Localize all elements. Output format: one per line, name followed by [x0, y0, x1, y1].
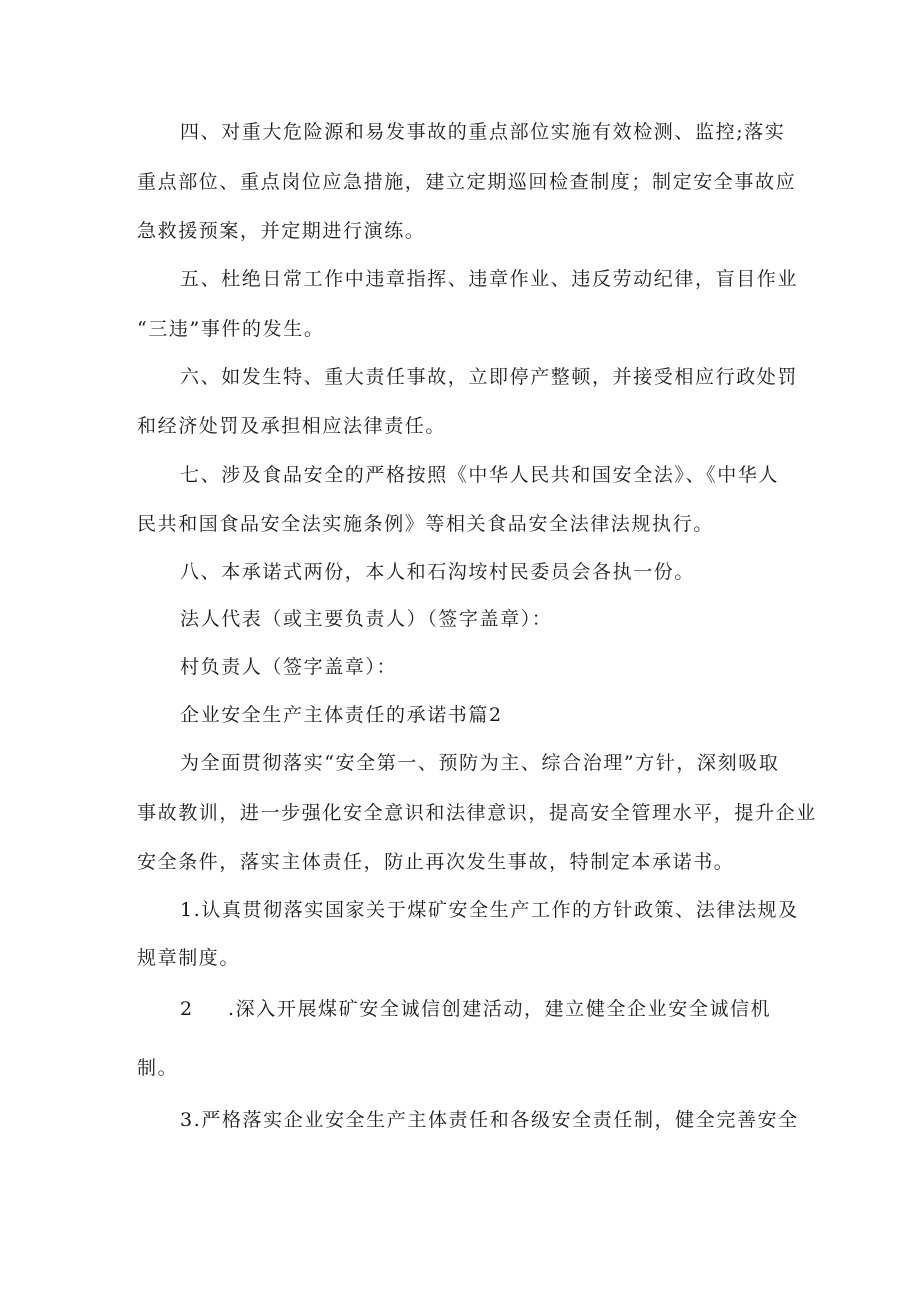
paragraph-6-line-1: 六、如发生特、重大责任事故，立即停产整顿，并接受相应行政处罚: [180, 366, 799, 388]
paragraph-5-line-2: “三违”事件的发生。: [137, 318, 325, 340]
paragraph-4-line-3: 急救援预案，并定期进行演练。: [137, 220, 426, 242]
section-title: 企业安全生产主体责任的承诺书篇2: [180, 704, 503, 726]
item-1-line-1: [180, 898, 799, 922]
item-1-line-2: 规章制度。: [137, 947, 241, 969]
paragraph-7-line-1: 七、涉及食品安全的严格按照《中华人民共和国安全法》、《中华人: [180, 464, 780, 486]
item-3-text: .严格落实企业安全生产主体责任和各级安全责任制，健全完善安全: [193, 1109, 799, 1131]
item-2-line-2: 制。: [137, 1057, 179, 1079]
item-3-line-1: [180, 1108, 799, 1132]
signature-legal-representative: 法人代表（或主要负责人）（签字盖章）：: [180, 608, 553, 630]
intro-line-1: 为全面贯彻落实“安全第一、预防为主、综合治理”方针，深刻吸取: [180, 752, 780, 774]
paragraph-4-line-2: 重点部位、重点岗位应急措施，建立定期巡回检查制度；制定安全事故应: [137, 171, 797, 193]
paragraph-7-line-2: 民共和国食品安全法实施条例》等相关食品安全法律法规执行。: [137, 513, 714, 535]
paragraph-4-line-1: 四、对重大危险源和易发事故的重点部位实施有效检测、监控;落实: [180, 121, 786, 143]
paragraph-8-line-1: 八、本承诺式两份，本人和石沟垵村民委员会各执一份。: [180, 561, 696, 583]
item-1-number: 1: [180, 899, 194, 921]
paragraph-5-line-1: 五、杜绝日常工作中违章指挥、违章作业、违反劳动纪律，盲目作业: [180, 268, 799, 290]
item-3-number: 3: [180, 1109, 194, 1131]
paragraph-6-line-2: 和经济处罚及承担相应法律责任。: [137, 415, 447, 437]
item-2-number: 2: [180, 998, 194, 1020]
signature-village-head: 村负责人（签字盖章）：: [180, 656, 398, 678]
item-1-text: .认真贯彻落实国家关于煤矿安全生产工作的方针政策、法律法规及: [193, 899, 799, 921]
intro-line-3: 安全条件，落实主体责任，防止再次发生事故，特制定本承诺书。: [137, 851, 735, 873]
item-2-line-1: [180, 997, 771, 1021]
item-2-text: .深入开展煤矿安全诚信创建活动，建立健全企业安全诚信机: [228, 998, 772, 1020]
intro-line-2: 事故教训，进一步强化安全意识和法律意识，提高安全管理水平，提升企业: [137, 802, 817, 824]
